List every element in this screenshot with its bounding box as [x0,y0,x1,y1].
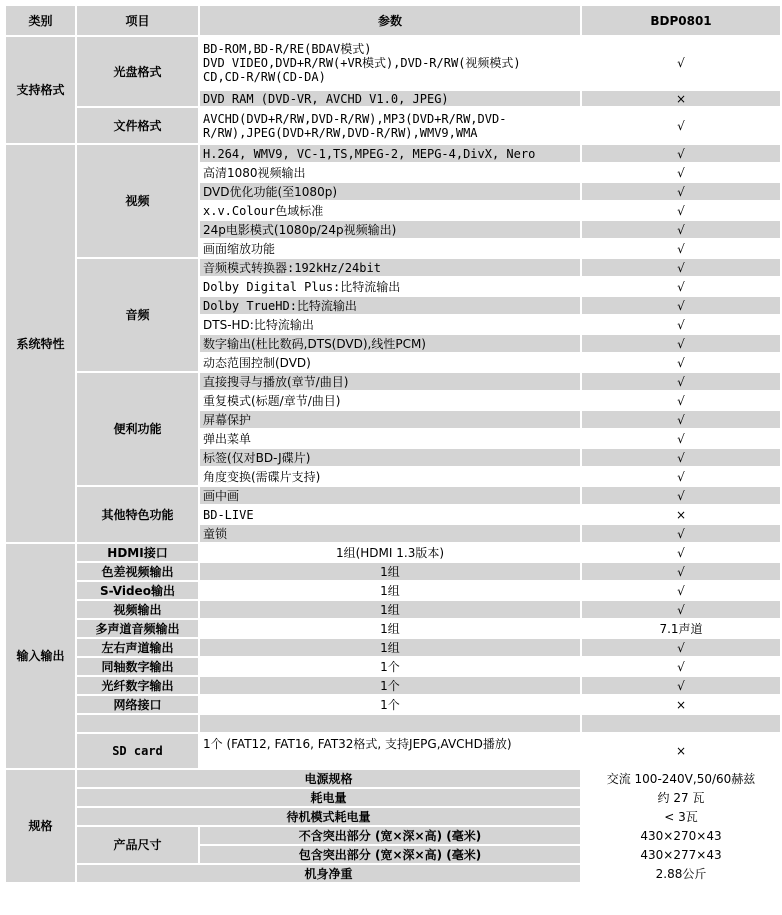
table-row [6,677,780,694]
io-value: 1个 [200,658,580,675]
table-row [6,582,780,599]
io-value: 1组 [200,601,580,618]
header-params: 参数 [200,6,580,35]
category-io: 输入输出 [6,544,75,768]
header-row [6,6,780,35]
spec-label: 机身净重 [77,865,580,882]
table-row [6,620,780,637]
param-text: 画中画 [200,487,580,504]
table-row [6,145,780,162]
io-value: 1个 [200,696,580,713]
io-name: 多声道音频输出 [77,620,198,637]
spec-label: 电源规格 [77,770,580,787]
table-row [6,108,780,143]
table-row [6,827,780,844]
io-name: HDMI接口 [77,544,198,561]
param-text: H.264, WMV9, VC-1,TS,MPEG-2, MEPG-4,DivX, Nero [200,145,580,162]
io-name: 左右声道输出 [77,639,198,656]
param-text: 动态范围控制(DVD) [200,354,580,371]
mark-cell: × [582,734,780,768]
table-row [6,734,780,768]
mark-cell: √ [582,240,780,257]
param-text: DVD优化功能(至1080p) [200,183,580,200]
param-text: 数字输出(杜比数码,DTS(DVD),线性PCM) [200,335,580,352]
mark-cell: √ [582,297,780,314]
mark-cell: √ [582,430,780,447]
category-system: 系统特性 [6,145,75,542]
mark-cell: √ [582,335,780,352]
param-text: DVD VIDEO,DVD+R/RW(+VR模式),DVD-R/RW(视频模式) [203,56,521,70]
param-text: 屏幕保护 [200,411,580,428]
io-value-sd-card: 1个 (FAT12, FAT16, FAT32格式, 支持JEPG,AVCHD播放) [200,734,580,768]
mark-cell: √ [582,449,780,466]
param-text: Dolby TrueHD:比特流输出 [200,297,580,314]
item-other-features: 其他特色功能 [77,487,198,542]
mark-cell: √ [582,468,780,485]
mark-cell: × [582,696,780,713]
param-disc-formats [200,37,580,89]
mark-cell: 7.1声道 [582,620,780,637]
mark-cell: √ [582,601,780,618]
table-row [6,865,780,882]
spec-value: 430×270×43 [582,827,780,844]
mark-cell: √ [582,639,780,656]
mark-cell: √ [582,278,780,295]
param-text: 童锁 [200,525,580,542]
param-text: 重复模式(标题/章节/曲目) [200,392,580,409]
param-text: 24p电影模式(1080p/24p视频输出) [200,221,580,238]
mark-cell: √ [582,202,780,219]
param-text: 直接搜寻与播放(章节/曲目) [200,373,580,390]
table-row [6,808,780,825]
mark-cell: √ [582,582,780,599]
param-text: 弹出菜单 [200,430,580,447]
spec-value: 约 27 瓦 [582,789,780,806]
spec-label: 待机模式耗电量 [77,808,580,825]
param-text: BD-LIVE [200,506,580,523]
spacer-row [6,715,780,732]
spec-value: 430×277×43 [582,846,780,863]
param-text: DTS-HD:比特流输出 [200,316,580,333]
mark-cell: √ [582,108,780,143]
spec-label: 耗电量 [77,789,580,806]
mark-cell: √ [582,677,780,694]
mark-cell: √ [582,316,780,333]
item-product-size: 产品尺寸 [77,827,198,863]
table-row [6,487,780,504]
io-name: 视频输出 [77,601,198,618]
spec-label: 不含突出部分 (宽×深×高) (毫米) [200,827,580,844]
mark-cell: √ [582,487,780,504]
mark-cell: √ [582,411,780,428]
table-row [6,544,780,561]
io-name: 网络接口 [77,696,198,713]
mark-cell: √ [582,354,780,371]
param-text: AVCHD(DVD+R/RW,DVD-R/RW),MP3(DVD+R/RW,DVD- [203,111,507,126]
mark-cell: √ [582,259,780,276]
table-row [6,373,780,390]
category-specs: 规格 [6,770,75,882]
spec-label: 包含突出部分 (宽×深×高) (毫米) [200,846,580,863]
param-dvd-ram: DVD RAM (DVD-VR, AVCHD V1.0, JPEG) [200,91,580,106]
io-name-sd-card: SD card [77,734,198,768]
io-value: 1组 [200,563,580,580]
table-row [6,639,780,656]
param-text: x.v.Colour色域标准 [200,202,580,219]
mark-cell: √ [582,164,780,181]
mark-cell: √ [582,563,780,580]
param-text: R/RW),JPEG(DVD+R/RW,DVD-R/RW),WMV9,WMA [203,125,478,140]
param-text: 音频模式转换器:192kHz/24bit [200,259,580,276]
table-row [6,563,780,580]
table-row [6,259,780,276]
mark-cell: × [582,91,780,106]
io-name: 光纤数字输出 [77,677,198,694]
table-row [6,658,780,675]
io-name: 色差视频输出 [77,563,198,580]
io-value: 1组(HDMI 1.3版本) [200,544,580,561]
param-text: CD,CD-R/RW(CD-DA) [203,70,326,84]
spacer-cell [200,715,580,732]
mark-cell: √ [582,525,780,542]
mark-cell: √ [582,373,780,390]
param-file-formats [200,108,580,143]
category-support: 支持格式 [6,37,75,143]
io-value: 1个 [200,677,580,694]
spec-table [4,4,782,884]
mark-cell: √ [582,37,780,89]
header-model: BDP0801 [582,6,780,35]
param-text: 角度变换(需碟片支持) [200,468,580,485]
item-video: 视频 [77,145,198,257]
mark-cell: √ [582,183,780,200]
spacer-cell [77,715,198,732]
mark-cell: √ [582,392,780,409]
spacer-cell [582,715,780,732]
table-row [6,770,780,787]
io-value: 1组 [200,582,580,599]
spec-value: 交流 100-240V,50/60赫兹 [582,770,780,787]
table-row [6,37,780,89]
io-name: 同轴数字输出 [77,658,198,675]
mark-cell: √ [582,544,780,561]
item-file-format: 文件格式 [77,108,198,143]
table-row [6,601,780,618]
mark-cell: × [582,506,780,523]
table-row [6,789,780,806]
param-text: 画面缩放功能 [200,240,580,257]
param-text: Dolby Digital Plus:比特流输出 [200,278,580,295]
param-text: 标签(仅对BD-J碟片) [200,449,580,466]
item-disc-format: 光盘格式 [77,37,198,106]
spec-value: < 3瓦 [582,808,780,825]
item-convenience: 便利功能 [77,373,198,485]
mark-cell: √ [582,658,780,675]
param-text: 高清1080视频输出 [200,164,580,181]
header-item: 项目 [77,6,198,35]
table-row [6,696,780,713]
io-value: 1组 [200,620,580,637]
header-category: 类别 [6,6,75,35]
param-text: BD-ROM,BD-R/RE(BDAV模式) [203,42,372,56]
mark-cell: √ [582,221,780,238]
item-audio: 音频 [77,259,198,371]
io-name: S-Video输出 [77,582,198,599]
io-value: 1组 [200,639,580,656]
mark-cell: √ [582,145,780,162]
spec-value: 2.88公斤 [582,865,780,882]
